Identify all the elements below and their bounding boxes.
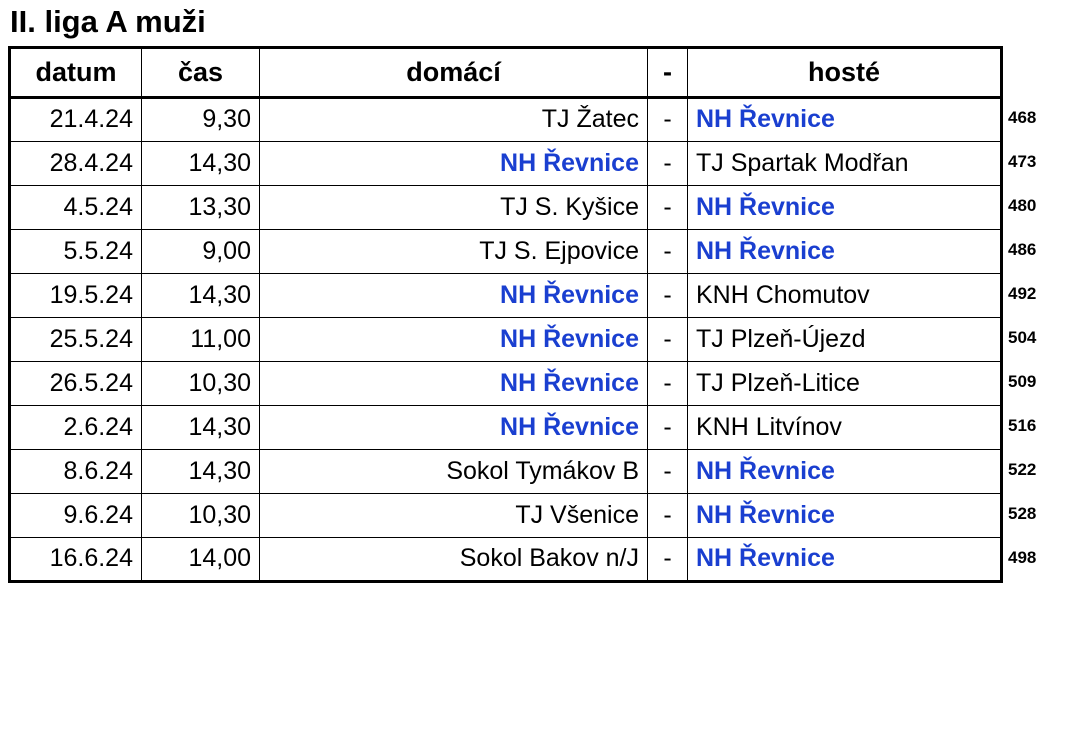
cell-cas — [142, 185, 260, 229]
cell-domaci — [260, 537, 648, 581]
cell-dash-text: - — [663, 148, 672, 177]
cell-cas — [142, 141, 260, 185]
match-reference-number: 480 — [1008, 195, 1037, 215]
cell-dash — [648, 361, 688, 405]
cell-datum — [10, 537, 142, 581]
match-reference-number: 528 — [1008, 503, 1037, 523]
table-head — [10, 47, 1002, 97]
cell-domaci — [260, 449, 648, 493]
cell-domaci-text: Sokol Tymákov B — [446, 456, 639, 485]
match-reference-number: 473 — [1008, 151, 1037, 171]
table-row — [10, 361, 1002, 405]
cell-hoste — [688, 317, 1002, 361]
cell-cas — [142, 405, 260, 449]
cell-hoste — [688, 185, 1002, 229]
cell-datum-text: 26.5.24 — [49, 368, 133, 397]
cell-cas-text: 14,30 — [188, 456, 251, 485]
cell-domaci — [260, 273, 648, 317]
cell-cas — [142, 361, 260, 405]
cell-hoste — [688, 449, 1002, 493]
cell-dash — [648, 185, 688, 229]
cell-cas-text: 14,30 — [188, 412, 251, 441]
cell-datum — [10, 141, 142, 185]
match-reference-number: 486 — [1008, 239, 1037, 259]
cell-cas-text: 10,30 — [188, 500, 251, 529]
match-reference-number: 509 — [1008, 371, 1037, 391]
table-row — [10, 97, 1002, 141]
cell-hoste — [688, 273, 1002, 317]
cell-hoste — [688, 141, 1002, 185]
cell-dash — [648, 493, 688, 537]
match-reference-number: 468 — [1008, 107, 1037, 127]
table-row — [10, 141, 1002, 185]
column-header-hoste: hosté — [688, 47, 1002, 97]
cell-cas — [142, 317, 260, 361]
cell-domaci — [260, 493, 648, 537]
cell-dash-text: - — [663, 500, 672, 529]
cell-cas — [142, 537, 260, 581]
table-row — [10, 493, 1002, 537]
cell-datum-text: 16.6.24 — [49, 544, 133, 573]
cell-datum-text: 2.6.24 — [63, 412, 133, 441]
cell-datum — [10, 361, 142, 405]
match-reference-number: 492 — [1008, 283, 1037, 303]
cell-dash-text: - — [663, 280, 672, 309]
cell-datum-text: 9.6.24 — [63, 500, 133, 529]
cell-domaci-text: TJ Všenice — [515, 500, 639, 529]
cell-datum-text: 5.5.24 — [63, 236, 133, 265]
cell-hoste-text: TJ Plzeň-Litice — [696, 368, 860, 397]
cell-cas-text: 10,30 — [188, 368, 251, 397]
cell-domaci-text: NH Řevnice — [500, 324, 639, 353]
cell-datum — [10, 185, 142, 229]
cell-hoste — [688, 537, 1002, 581]
match-reference-number: 504 — [1008, 327, 1037, 347]
cell-hoste-text: TJ Plzeň-Újezd — [696, 324, 866, 353]
table-body — [10, 97, 1002, 581]
schedule-table-wrapper — [8, 46, 1070, 583]
cell-dash-text: - — [663, 236, 672, 265]
cell-domaci-text: NH Řevnice — [500, 412, 639, 441]
cell-dash-text: - — [663, 544, 672, 573]
cell-hoste-text: NH Řevnice — [696, 105, 835, 134]
cell-hoste — [688, 405, 1002, 449]
cell-datum — [10, 405, 142, 449]
cell-cas-text: 14,30 — [188, 148, 251, 177]
cell-datum-text: 4.5.24 — [63, 192, 133, 221]
cell-cas-text: 14,00 — [188, 544, 251, 573]
table-row — [10, 537, 1002, 581]
column-header-cas: čas — [142, 47, 260, 97]
cell-cas-text: 11,00 — [190, 324, 251, 353]
cell-hoste-text: NH Řevnice — [696, 544, 835, 573]
cell-domaci — [260, 97, 648, 141]
cell-dash-text: - — [663, 105, 672, 134]
cell-datum — [10, 273, 142, 317]
cell-dash-text: - — [663, 324, 672, 353]
cell-datum — [10, 449, 142, 493]
cell-domaci — [260, 361, 648, 405]
cell-dash-text: - — [663, 412, 672, 441]
cell-datum-text: 28.4.24 — [49, 148, 133, 177]
cell-dash — [648, 273, 688, 317]
cell-domaci-text: TJ S. Kyšice — [500, 192, 639, 221]
schedule-table — [8, 46, 1003, 583]
cell-hoste-text: NH Řevnice — [696, 236, 835, 265]
match-reference-numbers — [1008, 96, 1070, 580]
cell-hoste-text: NH Řevnice — [696, 192, 835, 221]
cell-domaci-text: TJ S. Ejpovice — [479, 236, 639, 265]
cell-cas — [142, 449, 260, 493]
cell-domaci — [260, 185, 648, 229]
cell-datum-text: 25.5.24 — [49, 324, 133, 353]
cell-cas-text: 13,30 — [188, 192, 251, 221]
cell-domaci — [260, 405, 648, 449]
cell-hoste-text: NH Řevnice — [696, 500, 835, 529]
cell-dash — [648, 229, 688, 273]
table-row — [10, 273, 1002, 317]
table-header-row — [10, 47, 1002, 97]
cell-datum — [10, 317, 142, 361]
cell-hoste — [688, 493, 1002, 537]
column-header-datum: datum — [10, 47, 142, 97]
cell-datum — [10, 229, 142, 273]
cell-domaci-text: Sokol Bakov n/J — [459, 544, 639, 573]
cell-dash-text: - — [663, 456, 672, 485]
cell-hoste — [688, 361, 1002, 405]
cell-hoste — [688, 97, 1002, 141]
cell-cas-text: 9,30 — [202, 105, 251, 134]
cell-cas — [142, 97, 260, 141]
cell-cas — [142, 273, 260, 317]
cell-dash — [648, 317, 688, 361]
column-header-dash: - — [648, 47, 688, 97]
match-reference-number: 516 — [1008, 415, 1037, 435]
cell-datum-text: 8.6.24 — [63, 456, 133, 485]
cell-dash — [648, 537, 688, 581]
cell-dash — [648, 449, 688, 493]
cell-domaci-text: NH Řevnice — [500, 148, 639, 177]
table-row — [10, 229, 1002, 273]
cell-domaci — [260, 317, 648, 361]
cell-hoste — [688, 229, 1002, 273]
column-header-domaci: domácí — [260, 47, 648, 97]
cell-hoste-text: NH Řevnice — [696, 456, 835, 485]
cell-dash-text: - — [663, 368, 672, 397]
table-row — [10, 449, 1002, 493]
cell-cas — [142, 493, 260, 537]
table-row — [10, 405, 1002, 449]
cell-datum — [10, 97, 142, 141]
cell-domaci-text: TJ Žatec — [541, 105, 639, 134]
table-row — [10, 317, 1002, 361]
cell-hoste-text: TJ Spartak Modřan — [696, 148, 909, 177]
cell-datum-text: 19.5.24 — [49, 280, 133, 309]
cell-domaci — [260, 141, 648, 185]
cell-cas-text: 9,00 — [202, 236, 251, 265]
cell-dash — [648, 405, 688, 449]
cell-domaci — [260, 229, 648, 273]
cell-datum-text: 21.4.24 — [49, 105, 133, 134]
cell-domaci-text: NH Řevnice — [500, 280, 639, 309]
cell-datum — [10, 493, 142, 537]
cell-dash — [648, 97, 688, 141]
match-reference-number: 522 — [1008, 459, 1037, 479]
cell-cas-text: 14,30 — [188, 280, 251, 309]
table-row — [10, 185, 1002, 229]
cell-domaci-text: NH Řevnice — [500, 368, 639, 397]
cell-cas — [142, 229, 260, 273]
page-title: II. liga A muži — [10, 4, 206, 39]
match-reference-number: 498 — [1008, 547, 1037, 567]
cell-dash-text: - — [663, 192, 672, 221]
cell-dash — [648, 141, 688, 185]
cell-hoste-text: KNH Litvínov — [696, 412, 842, 441]
cell-hoste-text: KNH Chomutov — [696, 280, 870, 309]
